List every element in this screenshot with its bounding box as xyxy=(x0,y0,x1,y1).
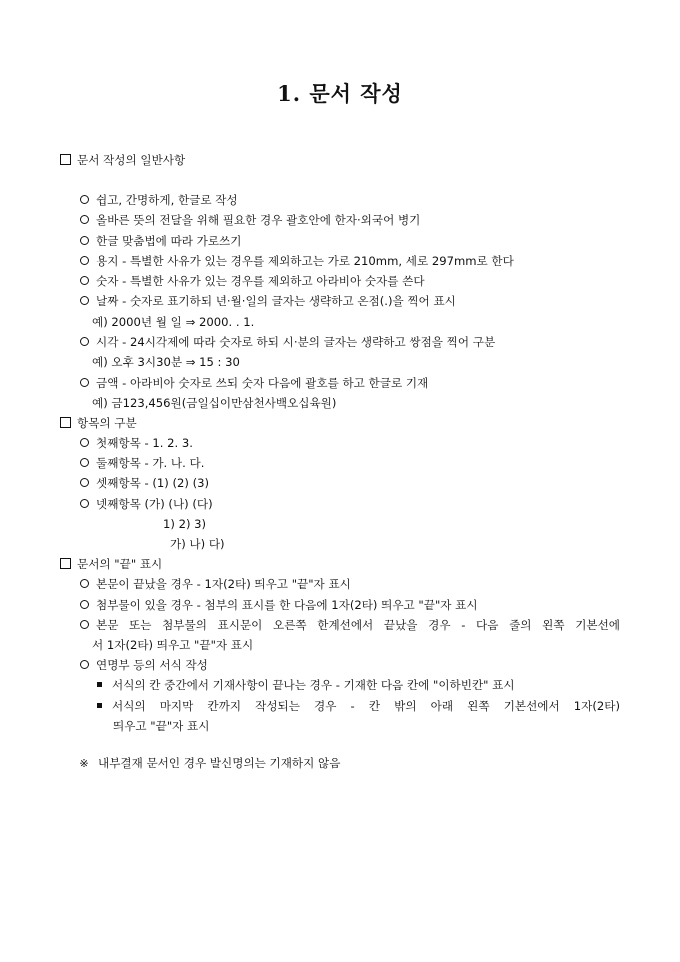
circle-bullet-icon xyxy=(80,337,89,346)
list-item: 시각 - 24시각제에 따라 숫자로 하되 시·분의 글자는 생략하고 쌍점을 찍어 구분 xyxy=(80,334,495,350)
section-heading-end-mark: 문서의 "끝" 표시 xyxy=(60,556,162,572)
circle-bullet-icon xyxy=(80,660,89,669)
square-dot-bullet-icon xyxy=(97,703,102,708)
item-level-cont: 가) 나) 다) xyxy=(170,537,225,551)
list-item: 용지 - 특별한 사유가 있는 경우를 제외하고는 가로 210mm, 세로 297mm로 한다 xyxy=(80,253,514,269)
page-title: 1. 문서 작성 xyxy=(277,81,403,106)
square-bullet-icon xyxy=(60,417,71,428)
circle-bullet-icon xyxy=(80,478,89,487)
list-item: 첫째항목 - 1. 2. 3. xyxy=(80,435,193,451)
circle-bullet-icon xyxy=(80,458,89,467)
circle-bullet-icon xyxy=(80,438,89,447)
list-item: 한글 맞춤법에 따라 가로쓰기 xyxy=(80,233,241,249)
list-item-continuation: 서 1자(2타) 띄우고 "끝"자 표시 xyxy=(92,638,254,652)
list-item: 날짜 - 숫자로 표기하되 년·월·일의 글자는 생략하고 온점(.)을 찍어 표시 xyxy=(80,293,456,309)
list-item: 연명부 등의 서식 작성 xyxy=(80,657,208,673)
circle-bullet-icon xyxy=(80,296,89,305)
list-item: 올바른 뜻의 전달을 위해 필요한 경우 괄호안에 한자·외국어 병기 xyxy=(80,212,420,228)
square-dot-bullet-icon xyxy=(97,682,102,687)
circle-bullet-icon xyxy=(80,600,89,609)
reference-mark-icon: ※ xyxy=(79,757,89,770)
circle-bullet-icon xyxy=(80,236,89,245)
list-item: 본문 또는 첨부물의 표시문이 오른쪽 한계선에서 끝났을 경우 - 다음 줄의 왼쪽 기본선에 xyxy=(80,617,620,633)
sub-list-item-continuation: 띄우고 "끝"자 표시 xyxy=(113,719,210,733)
sub-list-item: 서식의 칸 중간에서 기재사항이 끝나는 경우 - 기재한 다음 칸에 "이하빈칸" 표시 xyxy=(97,677,515,693)
example-time: 예) 오후 3시30분 ⇒ 15 : 30 xyxy=(92,355,240,369)
circle-bullet-icon xyxy=(80,620,89,629)
note: ※ 내부결재 문서인 경우 발신명의는 기재하지 않음 xyxy=(79,756,341,770)
example-money: 예) 금123,456원(금일십이만삼천사백오십육원) xyxy=(92,396,337,410)
list-item: 둘째항목 - 가. 나. 다. xyxy=(80,455,204,471)
list-item: 쉽고, 간명하게, 한글로 작성 xyxy=(80,192,238,208)
sub-list-item: 서식의 마지막 칸까지 작성되는 경우 - 칸 밖의 아래 왼쪽 기본선에서 1자(2타) xyxy=(97,698,620,714)
circle-bullet-icon xyxy=(80,378,89,387)
circle-bullet-icon xyxy=(80,195,89,204)
circle-bullet-icon xyxy=(80,579,89,588)
list-item: 본문이 끝났을 경우 - 1자(2타) 띄우고 "끝"자 표시 xyxy=(80,576,351,592)
circle-bullet-icon xyxy=(80,499,89,508)
list-item: 금액 - 아라비아 숫자로 쓰되 숫자 다음에 괄호를 하고 한글로 기재 xyxy=(80,375,428,391)
circle-bullet-icon xyxy=(80,256,89,265)
square-bullet-icon xyxy=(60,154,71,165)
example-date: 예) 2000년 월 일 ⇒ 2000. . 1. xyxy=(92,315,255,329)
list-item: 넷째항목 (가) (나) (다) xyxy=(80,496,213,512)
list-item: 첨부물이 있을 경우 - 첨부의 표시를 한 다음에 1자(2타) 띄우고 "끝"자 표시 xyxy=(80,597,478,613)
section-heading-items: 항목의 구분 xyxy=(60,415,137,431)
list-item: 숫자 - 특별한 사유가 있는 경우를 제외하고 아라비아 숫자를 쓴다 xyxy=(80,273,425,289)
section-heading-general: 문서 작성의 일반사항 xyxy=(60,152,185,168)
list-item: 셋째항목 - (1) (2) (3) xyxy=(80,475,209,491)
square-bullet-icon xyxy=(60,558,71,569)
circle-bullet-icon xyxy=(80,276,89,285)
item-level-cont: 1) 2) 3) xyxy=(163,517,207,531)
circle-bullet-icon xyxy=(80,215,89,224)
